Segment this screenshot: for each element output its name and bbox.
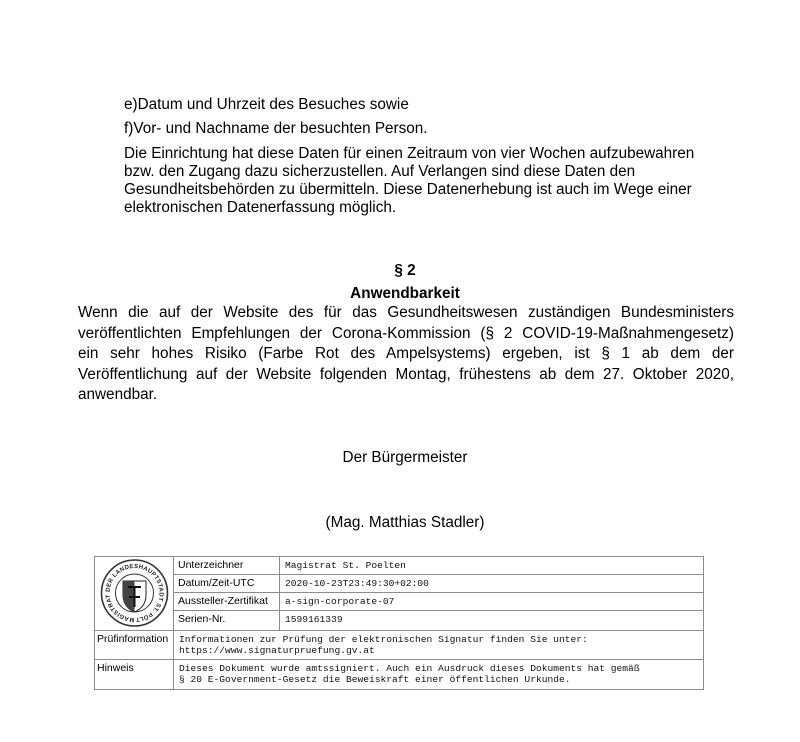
signer-value: Magistrat St. Poelten: [285, 560, 406, 571]
notice-row: [95, 659, 703, 690]
verification-label: Prüfinformation: [95, 631, 174, 659]
section-line: anwendbar.: [78, 386, 158, 403]
certificate-row: [174, 593, 703, 611]
notice-line: Dieses Dokument wurde amtssigniert. Auch ein Ausdruck dieses Dokuments hat gemäß: [179, 663, 640, 674]
verification-row: [95, 630, 703, 659]
certificate-label: Aussteller-Zertifikat: [174, 593, 280, 610]
section-body: [78, 303, 734, 406]
paragraph-line: bzw. den Zugang dazu sicherzustellen. Auf Verlangen sind diese Daten den: [124, 163, 636, 180]
seal-text: MAGISTRAT DER LANDESHAUPTSTADT ST. PÖLT: [105, 563, 164, 623]
signatory-role: Der Bürgermeister: [342, 449, 468, 466]
section-line: ein sehr hohes Risiko (Farbe Rot des Ampelsystems) ergeben, ist § 1 ab dem der: [78, 345, 734, 362]
paragraph-line: elektronischen Datenerfassung möglich.: [124, 199, 397, 216]
seal-cell: [95, 557, 174, 630]
section-title: Anwendbarkeit: [350, 285, 460, 302]
datetime-row: [174, 575, 703, 593]
official-seal-icon: [95, 557, 174, 630]
section-number: § 2: [394, 262, 416, 279]
notice-line: § 20 E-Government-Gesetz die Beweiskraft einer öffentlichen Urkunde.: [179, 674, 571, 685]
paragraph-line: Die Einrichtung hat diese Daten für einen Zeitraum von vier Wochen aufzubewahren: [124, 145, 695, 162]
list-item-e: e)Datum und Uhrzeit des Besuches sowie: [124, 96, 409, 113]
verification-value: [174, 631, 703, 662]
notice-label: Hinweis: [95, 660, 174, 690]
serial-label: Serien-Nr.: [174, 611, 280, 630]
section-line: veröffentlichten Empfehlungen der Corona-Kommission (§ 2 COVID-19-Maßnahmengesetz): [78, 324, 734, 342]
section-line: Wenn die auf der Website des für das Gesundheitswesen zuständigen Bundesministers: [78, 304, 734, 321]
certificate-value: a-sign-corporate-07: [285, 596, 395, 607]
section-line: Veröffentlichung auf der Website folgenden Montag, frühestens ab dem 27. Oktober 2020,: [78, 365, 734, 383]
signature-block: [94, 556, 704, 690]
retention-paragraph: [124, 145, 744, 217]
datetime-value: 2020-10-23T23:49:30+02:00: [285, 578, 429, 589]
signatory-name: (Mag. Matthias Stadler): [325, 514, 485, 531]
serial-value: 1599161339: [285, 614, 343, 625]
datetime-label: Datum/Zeit-UTC: [174, 575, 280, 592]
verification-line: Informationen zur Prüfung der elektronischen Signatur finden Sie unter:: [179, 634, 588, 645]
notice-value: [174, 660, 703, 693]
list-item-f: f)Vor- und Nachname der besuchten Person.: [124, 120, 428, 137]
signer-label: Unterzeichner: [174, 557, 280, 574]
verification-link[interactable]: https://www.signaturpruefung.gv.at: [179, 645, 375, 656]
paragraph-line: Gesundheitsbehörden zu übermitteln. Diese Datenerhebung ist auch im Wege einer: [124, 181, 692, 198]
signer-row: [174, 557, 703, 575]
serial-row: [174, 611, 703, 630]
